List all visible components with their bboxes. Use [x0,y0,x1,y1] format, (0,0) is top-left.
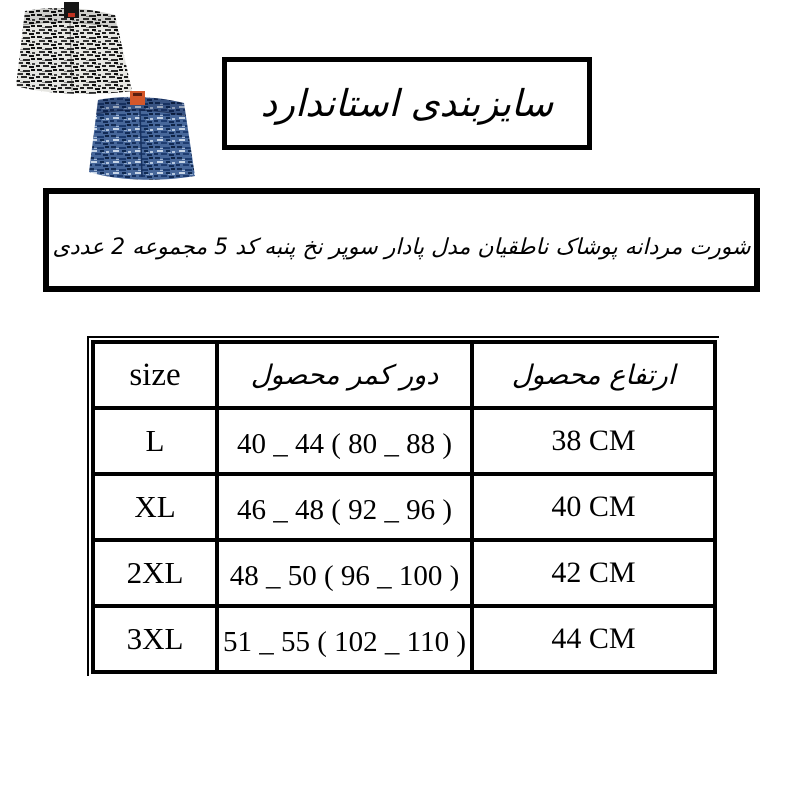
header-size: size [93,342,217,408]
size-label: 3XL [93,606,217,672]
size-row-xl [93,474,715,540]
size-table [91,340,717,674]
height-value: 42 CM [472,540,715,606]
gray-shorts-photo [14,2,134,94]
size-row-2xl [93,540,715,606]
description-box [43,188,760,292]
waist-value: 40 _ 44 ( 80 _ 88 ) [217,408,472,474]
height-value: 38 CM [472,408,715,474]
description-text: شورت مردانه پوشاک ناطقیان مدل پادار سوپر نخ پنبه کد 5 مجموعه 2 عددی [52,234,751,260]
waist-value: 51 _ 55 ( 102 _ 110 ) [217,606,472,672]
blue-shorts-photo [88,90,196,182]
size-label: 2XL [93,540,217,606]
waist-value: 48 _ 50 ( 96 _ 100 ) [217,540,472,606]
size-label: XL [93,474,217,540]
waist-value: 46 _ 48 ( 92 _ 96 ) [217,474,472,540]
height-value: 40 CM [472,474,715,540]
title-box [222,57,592,150]
size-row-l [93,408,715,474]
size-row-3xl [93,606,715,672]
header-waist-circumference: دور کمر محصول [217,342,472,408]
size-label: L [93,408,217,474]
size-table-header-row [93,342,715,408]
height-value: 44 CM [472,606,715,672]
header-product-height: ارتفاع محصول [472,342,715,408]
title-text: سایزبندی استاندارد [260,82,554,125]
size-table-border [87,336,719,676]
